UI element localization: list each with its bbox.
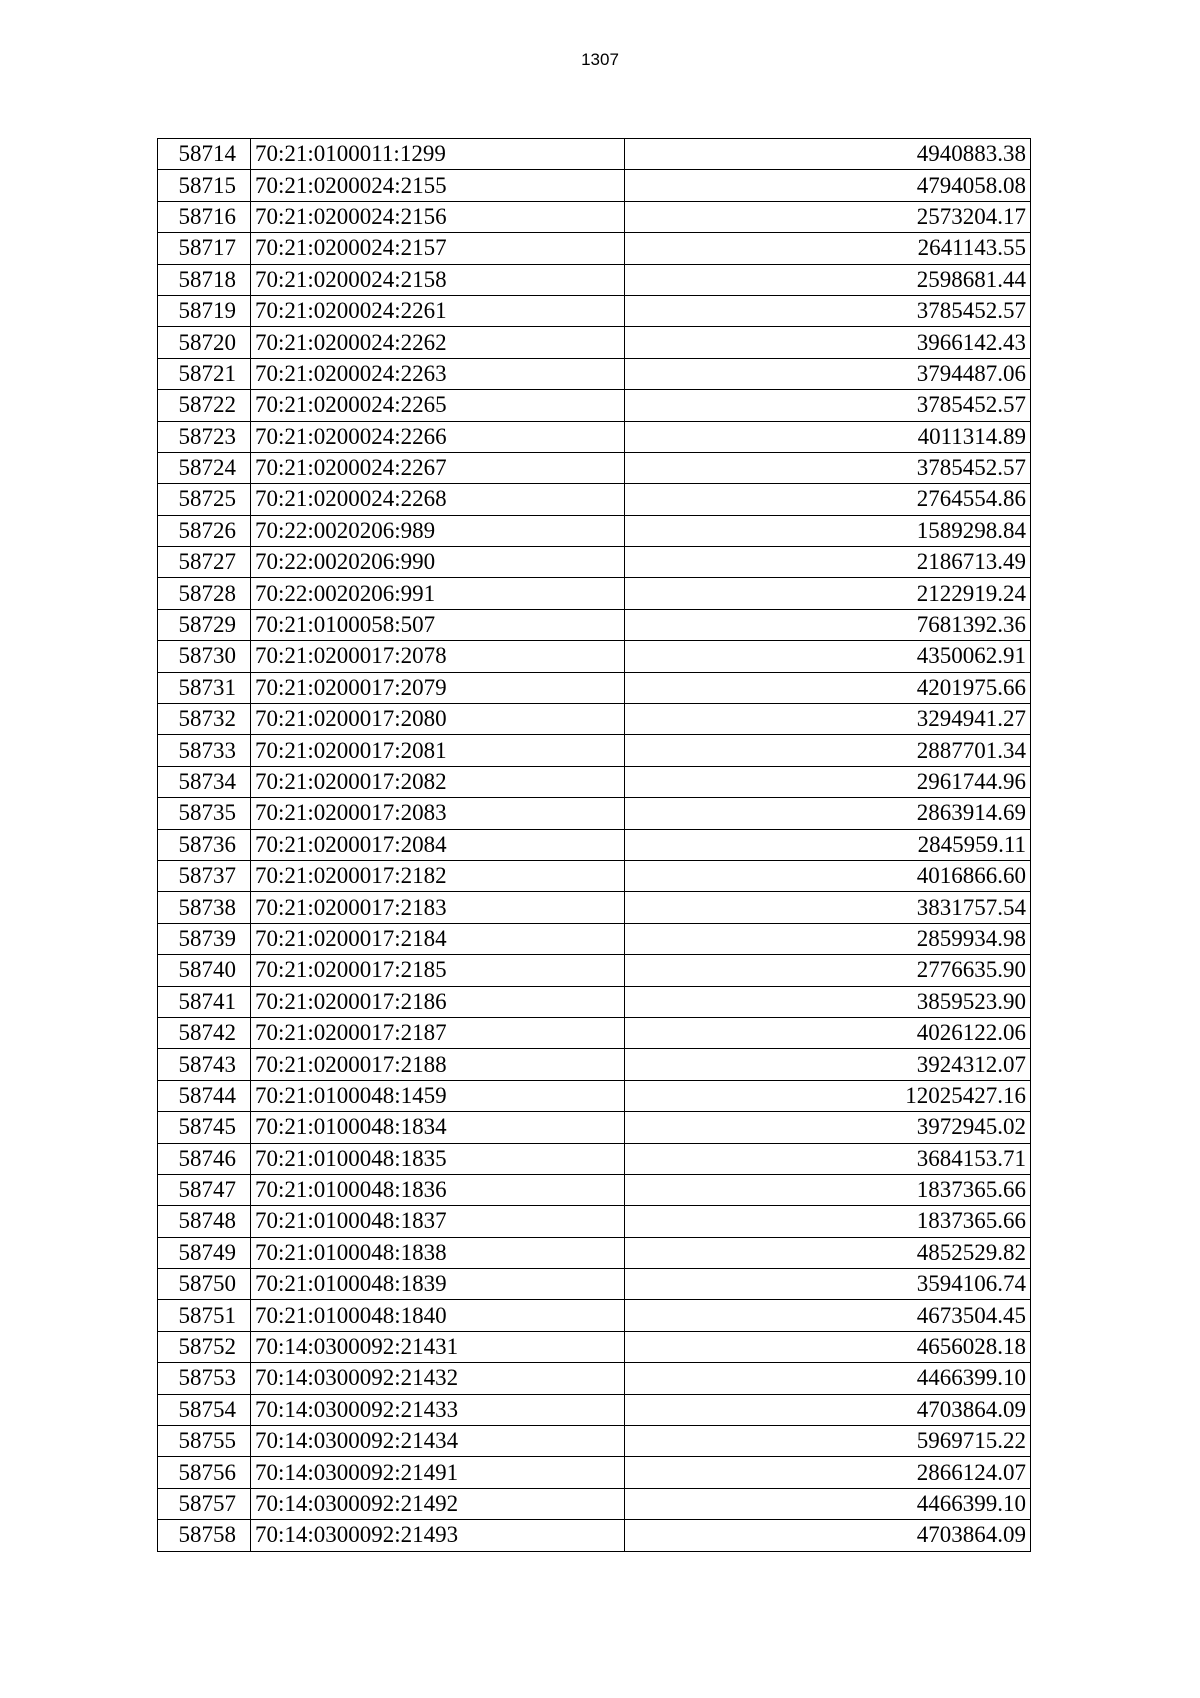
row-number-cell: 58754: [158, 1394, 251, 1425]
value-cell: 2866124.07: [625, 1457, 1031, 1488]
row-number-cell: 58738: [158, 892, 251, 923]
value-cell: 7681392.36: [625, 609, 1031, 640]
table-row: [158, 798, 1031, 829]
cadastral-number-cell: 70:21:0100058:507: [251, 609, 625, 640]
value-cell: 1837365.66: [625, 1174, 1031, 1205]
value-cell: 4466399.10: [625, 1363, 1031, 1394]
cadastral-number-cell: 70:21:0200024:2266: [251, 421, 625, 452]
table-row: [158, 1206, 1031, 1237]
row-number-cell: 58727: [158, 547, 251, 578]
value-cell: 2641143.55: [625, 233, 1031, 264]
table-row: [158, 1300, 1031, 1331]
row-number-cell: 58715: [158, 170, 251, 201]
value-cell: 3785452.57: [625, 295, 1031, 326]
row-number-cell: 58751: [158, 1300, 251, 1331]
value-cell: 4026122.06: [625, 1017, 1031, 1048]
table-row: [158, 1269, 1031, 1300]
value-cell: 4673504.45: [625, 1300, 1031, 1331]
cadastral-number-cell: 70:14:0300092:21491: [251, 1457, 625, 1488]
cadastral-number-cell: 70:21:0200017:2084: [251, 829, 625, 860]
value-cell: 2598681.44: [625, 264, 1031, 295]
value-cell: 4016866.60: [625, 860, 1031, 891]
row-number-cell: 58755: [158, 1426, 251, 1457]
row-number-cell: 58730: [158, 641, 251, 672]
table-body: [158, 139, 1031, 1552]
row-number-cell: 58749: [158, 1237, 251, 1268]
table-row: [158, 484, 1031, 515]
table-row: [158, 390, 1031, 421]
value-cell: 3684153.71: [625, 1143, 1031, 1174]
table-row: [158, 1426, 1031, 1457]
row-number-cell: 58739: [158, 923, 251, 954]
cadastral-number-cell: 70:21:0200017:2083: [251, 798, 625, 829]
value-cell: 1837365.66: [625, 1206, 1031, 1237]
cadastral-number-cell: 70:14:0300092:21434: [251, 1426, 625, 1457]
value-cell: 4656028.18: [625, 1331, 1031, 1362]
table-row: [158, 1143, 1031, 1174]
row-number-cell: 58720: [158, 327, 251, 358]
value-cell: 1589298.84: [625, 515, 1031, 546]
row-number-cell: 58729: [158, 609, 251, 640]
table-row: [158, 1112, 1031, 1143]
table-row: [158, 452, 1031, 483]
row-number-cell: 58736: [158, 829, 251, 860]
cadastral-number-cell: 70:21:0200017:2080: [251, 704, 625, 735]
row-number-cell: 58744: [158, 1080, 251, 1111]
row-number-cell: 58719: [158, 295, 251, 326]
row-number-cell: 58752: [158, 1331, 251, 1362]
row-number-cell: 58743: [158, 1049, 251, 1080]
cadastral-number-cell: 70:21:0200024:2262: [251, 327, 625, 358]
table-row: [158, 1457, 1031, 1488]
cadastral-number-cell: 70:22:0020206:991: [251, 578, 625, 609]
cadastral-number-cell: 70:21:0100048:1838: [251, 1237, 625, 1268]
row-number-cell: 58726: [158, 515, 251, 546]
cadastral-number-cell: 70:21:0200024:2156: [251, 201, 625, 232]
cadastral-number-cell: 70:21:0200017:2182: [251, 860, 625, 891]
table-row: [158, 139, 1031, 170]
cadastral-number-cell: 70:21:0100048:1837: [251, 1206, 625, 1237]
cadastral-number-cell: 70:21:0100048:1836: [251, 1174, 625, 1205]
table-row: [158, 1174, 1031, 1205]
cadastral-number-cell: 70:21:0100048:1835: [251, 1143, 625, 1174]
cadastral-number-cell: 70:21:0200024:2157: [251, 233, 625, 264]
table-row: [158, 327, 1031, 358]
table-row: [158, 829, 1031, 860]
table-row: [158, 735, 1031, 766]
table-row: [158, 704, 1031, 735]
value-cell: 2776635.90: [625, 955, 1031, 986]
cadastral-number-cell: 70:21:0100048:1459: [251, 1080, 625, 1111]
table-row: [158, 1488, 1031, 1519]
value-cell: 3966142.43: [625, 327, 1031, 358]
value-cell: 2122919.24: [625, 578, 1031, 609]
table-row: [158, 892, 1031, 923]
row-number-cell: 58740: [158, 955, 251, 986]
value-cell: 3794487.06: [625, 358, 1031, 389]
table-row: [158, 295, 1031, 326]
row-number-cell: 58723: [158, 421, 251, 452]
value-cell: 4350062.91: [625, 641, 1031, 672]
cadastral-number-cell: 70:21:0200017:2187: [251, 1017, 625, 1048]
row-number-cell: 58741: [158, 986, 251, 1017]
value-cell: 2887701.34: [625, 735, 1031, 766]
row-number-cell: 58758: [158, 1520, 251, 1551]
table-row: [158, 578, 1031, 609]
row-number-cell: 58753: [158, 1363, 251, 1394]
value-cell: 3594106.74: [625, 1269, 1031, 1300]
row-number-cell: 58733: [158, 735, 251, 766]
page-number: 1307: [581, 50, 619, 69]
table-row: [158, 641, 1031, 672]
value-cell: 4852529.82: [625, 1237, 1031, 1268]
row-number-cell: 58718: [158, 264, 251, 295]
cadastral-number-cell: 70:21:0100048:1840: [251, 1300, 625, 1331]
value-cell: 2764554.86: [625, 484, 1031, 515]
cadastral-number-cell: 70:22:0020206:990: [251, 547, 625, 578]
cadastral-number-cell: 70:21:0200024:2261: [251, 295, 625, 326]
row-number-cell: 58742: [158, 1017, 251, 1048]
row-number-cell: 58734: [158, 766, 251, 797]
table-row: [158, 672, 1031, 703]
row-number-cell: 58757: [158, 1488, 251, 1519]
table-row: [158, 986, 1031, 1017]
table-row: [158, 609, 1031, 640]
value-cell: 3924312.07: [625, 1049, 1031, 1080]
value-cell: 4201975.66: [625, 672, 1031, 703]
cadastral-number-cell: 70:14:0300092:21431: [251, 1331, 625, 1362]
value-cell: 3859523.90: [625, 986, 1031, 1017]
cadastral-number-cell: 70:21:0200017:2079: [251, 672, 625, 703]
cadastral-number-cell: 70:21:0200017:2188: [251, 1049, 625, 1080]
table-row: [158, 1237, 1031, 1268]
value-cell: 2573204.17: [625, 201, 1031, 232]
row-number-cell: 58756: [158, 1457, 251, 1488]
table-row: [158, 515, 1031, 546]
row-number-cell: 58714: [158, 139, 251, 170]
table-row: [158, 766, 1031, 797]
cadastral-number-cell: 70:21:0200024:2263: [251, 358, 625, 389]
row-number-cell: 58732: [158, 704, 251, 735]
value-cell: 2961744.96: [625, 766, 1031, 797]
value-cell: 4940883.38: [625, 139, 1031, 170]
cadastral-number-cell: 70:14:0300092:21493: [251, 1520, 625, 1551]
table-row: [158, 264, 1031, 295]
row-number-cell: 58750: [158, 1269, 251, 1300]
value-cell: 3785452.57: [625, 390, 1031, 421]
table-row: [158, 860, 1031, 891]
cadastral-number-cell: 70:21:0200017:2185: [251, 955, 625, 986]
row-number-cell: 58747: [158, 1174, 251, 1205]
table-row: [158, 1080, 1031, 1111]
cadastral-number-cell: 70:21:0200024:2265: [251, 390, 625, 421]
table-row: [158, 201, 1031, 232]
value-cell: 4011314.89: [625, 421, 1031, 452]
value-cell: 12025427.16: [625, 1080, 1031, 1111]
value-cell: 5969715.22: [625, 1426, 1031, 1457]
value-cell: 4466399.10: [625, 1488, 1031, 1519]
table-row: [158, 1394, 1031, 1425]
value-cell: 3294941.27: [625, 704, 1031, 735]
row-number-cell: 58737: [158, 860, 251, 891]
row-number-cell: 58735: [158, 798, 251, 829]
table-row: [158, 358, 1031, 389]
table-row: [158, 955, 1031, 986]
cadastral-number-cell: 70:21:0200017:2184: [251, 923, 625, 954]
value-cell: 4703864.09: [625, 1394, 1031, 1425]
row-number-cell: 58716: [158, 201, 251, 232]
row-number-cell: 58728: [158, 578, 251, 609]
cadastral-number-cell: 70:14:0300092:21492: [251, 1488, 625, 1519]
cadastral-number-cell: 70:21:0200017:2082: [251, 766, 625, 797]
cadastral-number-cell: 70:14:0300092:21433: [251, 1394, 625, 1425]
row-number-cell: 58717: [158, 233, 251, 264]
cadastral-number-cell: 70:21:0200024:2155: [251, 170, 625, 201]
table-row: [158, 1331, 1031, 1362]
cadastral-number-cell: 70:21:0200017:2078: [251, 641, 625, 672]
value-cell: 4794058.08: [625, 170, 1031, 201]
value-cell: 3831757.54: [625, 892, 1031, 923]
row-number-cell: 58724: [158, 452, 251, 483]
table-row: [158, 233, 1031, 264]
value-cell: 2863914.69: [625, 798, 1031, 829]
row-number-cell: 58748: [158, 1206, 251, 1237]
cadastral-number-cell: 70:21:0200024:2267: [251, 452, 625, 483]
table-row: [158, 170, 1031, 201]
cadastral-number-cell: 70:21:0100011:1299: [251, 139, 625, 170]
cadastral-number-cell: 70:21:0200017:2186: [251, 986, 625, 1017]
table-row: [158, 1520, 1031, 1551]
data-table: [157, 138, 1031, 1552]
table-row: [158, 1017, 1031, 1048]
value-cell: 2859934.98: [625, 923, 1031, 954]
row-number-cell: 58746: [158, 1143, 251, 1174]
cadastral-number-cell: 70:21:0200017:2081: [251, 735, 625, 766]
cadastral-number-cell: 70:21:0100048:1834: [251, 1112, 625, 1143]
value-cell: 2845959.11: [625, 829, 1031, 860]
row-number-cell: 58722: [158, 390, 251, 421]
table-row: [158, 923, 1031, 954]
cadastral-number-cell: 70:14:0300092:21432: [251, 1363, 625, 1394]
cadastral-number-cell: 70:21:0200024:2268: [251, 484, 625, 515]
cadastral-number-cell: 70:21:0200024:2158: [251, 264, 625, 295]
table-row: [158, 547, 1031, 578]
table-row: [158, 421, 1031, 452]
row-number-cell: 58725: [158, 484, 251, 515]
row-number-cell: 58731: [158, 672, 251, 703]
value-cell: 4703864.09: [625, 1520, 1031, 1551]
cadastral-number-cell: 70:21:0100048:1839: [251, 1269, 625, 1300]
row-number-cell: 58745: [158, 1112, 251, 1143]
table-row: [158, 1363, 1031, 1394]
value-cell: 2186713.49: [625, 547, 1031, 578]
cadastral-number-cell: 70:22:0020206:989: [251, 515, 625, 546]
value-cell: 3972945.02: [625, 1112, 1031, 1143]
cadastral-number-cell: 70:21:0200017:2183: [251, 892, 625, 923]
table-row: [158, 1049, 1031, 1080]
row-number-cell: 58721: [158, 358, 251, 389]
value-cell: 3785452.57: [625, 452, 1031, 483]
